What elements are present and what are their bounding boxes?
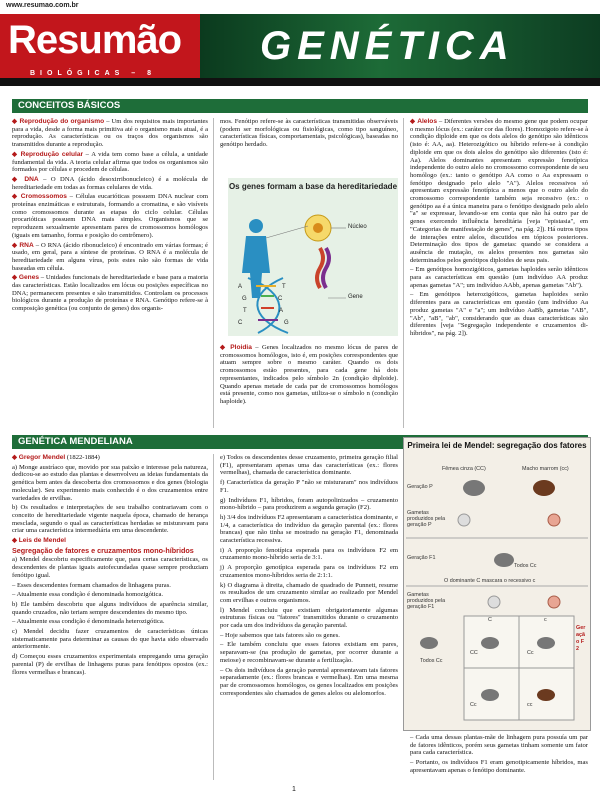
term: Alelos xyxy=(417,118,437,125)
dna-letter: T xyxy=(243,308,247,314)
label-gene: Gene xyxy=(348,294,363,300)
term: DNA xyxy=(24,175,39,183)
para: ◆ Reprodução do organismo – Um dos requisitos mais importantes para a vida, desde a forma mais primitiva até o organismo mais atual, é a reprodução. As características ou os traços dos organismos são transmitidos durante a reprodução. xyxy=(12,118,208,149)
text: – Células eucarióticas possuem DNA nuclear com proteínas enzimáticas e estruturais, formando a cromatina, e são visíveis como cromossomos durante as etapas do ciclo celular. Células procarióticas possuem DNA mais simples. Organismos que se reproduzem sexualmente apresentam pares de cromossomos homólogos (iguais em tamanho, forma e posição do centrômero). xyxy=(12,193,208,239)
basic-col2-bottom: ◆ Ploidia – Genes localizados no mesmo lócus de pares de cromossomos homólogos, isto é, em posições correspondentes que atuam sempre sobre o mesmo caráter. Quando os dois cromossomos estão presentes, para cada gene há dois representantes, indicados pelo símbolo 2n (condição diploide). Quando apenas metade de cada par de cromossomos homólogos está presente, como nos gametas, utiliza-se o símbolo n (condição haploide). xyxy=(220,344,398,405)
label-nucleus: Núcleo xyxy=(348,224,367,230)
para: ◆ Genes – Unidades funcionais de hereditariedade e base para a maioria das características. Estão localizados em lócus ou posições específicas no DNA; permanecem presentes e são transmitidos. Controlam os processos biológicos durante a produção de proteínas e RNA. Genótipo refere-se à composição genética (ou conjunto de genes) dos organis- xyxy=(12,274,208,313)
text: j) A proporção genotípica esperada para os indivíduos F2 em cruzamentos mono-híbridos seria de 2:1:1. xyxy=(220,564,398,579)
text: – Atualmente essa condição é denominada homozigótica. xyxy=(12,591,164,599)
text: g) Indivíduos F1, híbridos, foram autopolinizados – cruzamento mono-híbrido – para produzirem a segunda geração (F2). xyxy=(220,496,398,512)
dna-letter: G xyxy=(284,320,289,326)
term: Leis de Mendel xyxy=(18,537,67,545)
punnett-cell: Cc xyxy=(470,702,477,708)
column-divider xyxy=(403,118,404,428)
term: Reprodução celular xyxy=(20,150,84,158)
label-todos-cc-f2: Todos Cc xyxy=(420,658,443,664)
text: a) Mendel descobriu especificamente que, para certas características, os descendentes de plantas iguais autofecundadas quase sempre produziam fenótipo igual. xyxy=(12,556,208,579)
punnett-figure xyxy=(403,437,591,731)
text: – Unidades funcionais de hereditariedade e base para a maioria das características. Estão localizados em lócus ou posições específicas no DNA; permanecem presentes e são transmitidos. Controlam os processos biológicos durante a produção de proteínas e RNA. Genótipo refere-se à composição genética (ou conjunto de genes) dos organis- xyxy=(12,274,208,313)
text: d) Começou esses cruzamentos experimentais empregando uma geração parental (P) de ervilhas de linhagens puras para fenótipos opostos (ex.: flores vermelhas e brancas). xyxy=(12,653,208,676)
basic-col2-top xyxy=(220,118,398,151)
term: Cromossomos xyxy=(20,193,67,201)
punnett-cell: cc xyxy=(527,702,533,708)
text: l) Mendel concluiu que existiam obrigatoriamente algumas estruturas físicas ou "fatores" transmitidos durante o cruzamento por cada um dos indivíduos da geração parental. xyxy=(220,606,398,630)
term: Ploidia xyxy=(230,344,252,351)
text: b) Os resultados e interpretações de seu trabalho contrariavam com o conceito de hereditariedade vigente naquela época, chamado de herança mesclada, segundo o qual as características herdadas se misturavam para criar uma característica intermediária em uma descendente. xyxy=(12,504,208,535)
text: – O RNA (ácido ribonucleico) é encontrado em várias formas; é usado, em geral, para a síntese de proteínas. O RNA é a molécula de hereditariedade em alguns vírus, pois estes não são formas de vida baseadas em célula. xyxy=(12,241,208,272)
text: – Genes localizados no mesmo lócus de pares de cromossomos homólogos, isto é, em posições correspondentes que atuam sempre sobre o mesmo caráter. Quando os dois cromossomos estão presentes, para cada gene há dois representantes, indicados pelo símbolo 2n (condição diploide). Quando apenas metade de cada par de cromossomos homólogos está presente, como nos gametas, utiliza-se o símbolo n (condição haploide). xyxy=(220,344,398,405)
text: – Um dos requisitos mais importantes para a vida, desde a forma mais primitiva até o organismo mais atual, é a reprodução. As características ou os traços dos organismos são transmitidos durante a reprodução. xyxy=(12,118,208,149)
section-header-mendel: GENÉTICA MENDELIANA xyxy=(12,435,588,449)
text: – Ele também concluiu que esses fatores existiam em pares, separavam-se (na produção de gametas, por ocorrer durante a meiose) e recombinavam-se durante a fertilização. xyxy=(220,641,398,664)
text: – Os dois indivíduos da geração parental apresentavam tais fatores separadamente (ex.: flores brancas e vermelhas). Em uma mesma par de cromossomos homólogos, os genes localizados em posições correspondentes são chamados de genes alelos ou alelomorfos. xyxy=(220,666,398,697)
page-number: 1 xyxy=(292,786,296,793)
text: h) 3/4 dos indivíduos F2 apresentaram a característica dominante, e 1/4, a característica do indivíduo da geração parental (ex.: flores brancas) que não tinha se mostrado na geração F1, denominada característica recessiva. xyxy=(220,513,398,545)
text: a) Monge austríaco que, movido por sua paixão e interesse pela natureza, dedicou-se ao estudo das plantas e desenvolveu as ideias fundamentais da genética bem antes da descoberta dos cromossomos e dos genes (biologia molecular). Seu experimento mais conhecido é o dos cruzamentos entre variedades de ervilhas. xyxy=(12,463,208,502)
mendel-col3 xyxy=(410,734,588,777)
label-gametas-p: Gametas produzidos pela geração P xyxy=(407,510,446,528)
dna-letter: A xyxy=(238,284,243,290)
dna-letter: T xyxy=(282,284,286,290)
para: ◆ Cromossomos – Células eucarióticas possuem DNA nuclear com proteínas enzimáticas e estruturais, formando a cromatina, e são visíveis como cromossomos durante as etapas do ciclo celular. Células procarióticas possuem DNA mais simples. Organismos que se reproduzem sexualmente apresentam pares de cromossomos homólogos (iguais em tamanho, forma e posição do centrômero). xyxy=(12,193,208,239)
label-male: Macho marrom (cc) xyxy=(522,466,569,472)
text: – Em genótipos homozigóticos, gametas haploides serão idênticos para as características em questão (um indivíduo AA produz apenas gametas "A"; um indivíduo AAbb, apenas gametas "Ab"). xyxy=(410,266,588,289)
term: Genes xyxy=(18,274,40,282)
text: – Portanto, os indivíduos F1 eram genotipicamente híbridos, mas apresentavam apenas o fenótipo dominante. xyxy=(410,759,588,774)
site-url: www.resumao.com.br xyxy=(6,2,79,9)
text: f) Característica da geração P "não se misturaram" nos indivíduos F1. xyxy=(220,479,398,494)
mendel-col1: ◆ Gregor Mendel (1822-1884) a) Monge austríaco que, movido por sua paixão e interesse pela natureza, dedicou-se ao estudo das plantas e desenvolveu as ideias fundamentais da genética bem antes da descoberta dos cromossomos e dos genes (biologia molecular). Seu experimento mais conhecido é o dos cruzamentos entre variedades de ervilhas. b) Os resultados e interpretações de seu trabalho contrariavam com o conceito de hereditariedade vigente naquela época, chamado de herança mesclada, segundo o qual as características herdadas se misturavam para criar uma característica intermediária em uma descendente. ◆ Leis de Mendel Segregação de fatores e cruzamentos mono-híbridos a) Mendel descobriu especificamente que, para certas características, os descendentes de plantas iguais autofecundadas quase sempre produziam fenótipo igual. – Esses descendentes formam chamados de linhagens puras. – Atualmente essa condição é denominada homozigótica. b) Ele também descobriu que alguns indivíduos de aparência similar, quando cruzados, não teriam sempre descendentes do mesmo tipo. – Atualmente essa condição é denominada heterozigótica. c) Mendel decidiu fazer cruzamentos de características únicas sistematicamente para determinar as causas do que havia sido observado anteriormente. d) Começou esses cruzamentos experimentais empregando uma geração parental (P) de ervilhas de linhagens puras para fenótipos opostos (ex.: flores vermelhas e brancas). xyxy=(12,454,208,676)
text: (1822-1884) xyxy=(65,454,100,461)
brand-logo: Resumão xyxy=(8,18,182,62)
text: – Em genótipos heterozigóticos, gametas haploides serão diferentes para as características em questão (um indivíduo Aa produz gametas "A" e "a"; um indivíduo AaBb, gametas "AB", "Ab", "aB", "ab", considerando que as duas características são diferentes [veja "Segregação independente e cruzamentos di-híbridos", na pág. 2]). xyxy=(410,291,588,337)
text: – Esses descendentes formam chamados de linhagens puras. xyxy=(12,581,171,589)
header-strip xyxy=(0,78,600,86)
label-female: Fêmea cinza (CC) xyxy=(442,466,486,472)
punnett-figure-title: Primeira lei de Mendel: segregação dos fatores xyxy=(407,441,587,450)
page-title: GENÉTICA xyxy=(260,24,515,68)
term: Gregor Mendel xyxy=(18,454,66,461)
basic-col3: ◆ Alelos – Diferentes versões do mesmo gene que podem ocupar o mesmo lócus (ex.: caráter cor das flores). Homozigoto refere-se à condição diploide em que os dois alelos do genótipo são idênticos (isto é: AA, aa). Heterozigótico ou híbrido refere-se à condição diploide em que os dois alelos do genótipo são diferentes (isto é: Aa). Alelos dominantes apresentam expressão fenotípica independente do outro alelo no cromossomo correspondente de seu homólogo (ex.: tanto o genótipo AA como o Aa expressam o fenótipo designado pelo alelo "A"). Alelos recessivos só apresentam expressão fenotípica a menos que o outro alelo do cromossomo correspondente também seja recessivo (ex.: o genótipo aa é a única maneira para o fenótipo designado pelo alelo "a" se expressar, levando-se em conta que não há outro par de genes exercendo influência hereditária [veja "epistasia", em "Categorias de manifestação de genes", na pág. 2]). Há outros tipos de interações entre alelos, discutidos em tópicos posteriores. Determinação dos tipos de gametas: quando se considera a ausência de mutação, os alelos presentes nos gametas são determinados pelos genótipos diploides de seus pais. – Em genótipos homozigóticos, gametas haploides serão idênticos para as características em questão (um indivíduo AA produz apenas gametas "A"; um indivíduo AAbb, apenas gametas "Ab"). – Em genótipos heterozigóticos, gametas haploides serão diferentes para as características em questão (um indivíduo Aa produz gametas "A" e "a"; um indivíduo AaBb, gametas "AB", "Ab", "aB", "ab", considerando que as duas características são diferentes [veja "Segregação independente e cruzamentos di-híbridos", na pág. 2]). xyxy=(410,118,588,337)
label-allele: c xyxy=(544,617,547,623)
basic-col1 xyxy=(12,118,208,315)
dna-letter: G xyxy=(242,296,247,302)
text: b) Ele também descobriu que alguns indivíduos de aparência similar, quando cruzados, não teriam sempre descendentes do mesmo tipo. xyxy=(12,600,208,616)
text: – Cada uma dessas plantas-mãe de linhagem pura possuía um par de fatores idênticos, porém seus gametas tinham somente um fator para cada característica. xyxy=(410,734,588,757)
para: ◆ RNA – O RNA (ácido ribonucleico) é encontrado em várias formas; é usado, em geral, para a síntese de proteínas. O RNA é a molécula de hereditariedade em alguns vírus, pois estes não são formas de vida baseadas em célula. xyxy=(12,241,208,272)
text: mos. Fenótipo refere-se às características transmitidas observáveis (podem ser morfológicas ou fisiológicas, como tipo sanguíneo, características físicas, comportamentais, psicológicas), baseadas no genótipo herdado. xyxy=(220,118,398,149)
label-gametas-f1: Gametas produzidos pela geração F1 xyxy=(407,592,446,610)
term: Reprodução do organismo xyxy=(19,118,105,125)
para: ◆ Reprodução celular – A vida tem como base a célula, a unidade fundamental da vida. A teoria celular afirma que todos os organismos são formados por células e procedem de células. xyxy=(12,150,208,174)
text: k) O diagrama à direita, chamado de quadrado de Punnett, resume os resultados de um cruzamento similar ao realizado por Mendel com ervilhas e outros organismos. xyxy=(220,581,398,604)
punnett-illustration xyxy=(404,438,590,730)
brand-subtitle: BIOLÓGICAS – 8 xyxy=(30,70,157,77)
column-divider xyxy=(213,118,214,428)
text: – O DNA (ácido desoxirribonucleico) é a molécula de hereditariedade em todas as formas celulares de vida. xyxy=(12,175,208,191)
punnett-cell: CC xyxy=(470,650,478,656)
text: – Hoje sabemos que tais fatores são os genes. xyxy=(220,631,340,639)
punnett-cell: Cc xyxy=(527,650,534,656)
text: – Diferentes versões do mesmo gene que podem ocupar o mesmo lócus (ex.: caráter cor das flores). Homozigoto refere-se à condição diploide em que os dois alelos do genótipo são idênticos (isto é: AA, aa). Heterozigótico ou híbrido refere-se à condição diploide em que os dois alelos do genótipo são diferentes (isto é: Aa). Alelos dominantes apresentam expressão fenotípica independente do outro alelo no cromossomo correspondente de seu homólogo (ex.: tanto o genótipo AA como o Aa expressam o fenótipo designado pelo alelo "A"). Alelos recessivos só apresentam expressão fenotípica a menos que o outro alelo do cromossomo correspondente também seja recessivo (ex.: o genótipo aa é a única maneira para o fenótipo designado pelo alelo "a" se expressar, levando-se em conta que não há outro par de genes exercendo influência hereditária [veja "epistasia", em "Categorias de manifestação de genes", na pág. 2]). Há outros tipos de interações entre alelos, discutidos em tópicos posteriores. Determinação dos tipos de gametas: quando se considera a ausência de mutação, os alelos presentes nos gametas são determinados pelos genótipos diploides de seus pais. xyxy=(410,118,588,264)
subheading: Segregação de fatores e cruzamentos mono-híbridos xyxy=(12,545,194,555)
label-todos-cc: Todos Cc xyxy=(514,563,537,569)
heredity-figure-title: Os genes formam a base da hereditariedade xyxy=(228,182,398,191)
text: i) A proporção fenotípica esperada para os indivíduos F2 em cruzamento mono-híbrido seria de 3:1. xyxy=(220,546,398,562)
dna-letter: C xyxy=(278,296,283,302)
label-dominant-note: O dominante C mascara o recessivo c xyxy=(444,578,536,584)
column-divider xyxy=(213,454,214,780)
mendel-col2 xyxy=(220,454,398,699)
section-header-basic: CONCEITOS BÁSICOS xyxy=(12,99,588,113)
label-gen-f2: Geração F2 xyxy=(576,625,586,652)
label-allele: C xyxy=(488,617,492,623)
text: e) Todos os descendentes desse cruzamento, primeira geração filial (F1), apresentaram apenas uma das características (ex.: flores vermelhas), chamada de característica dominante. xyxy=(220,454,398,477)
term: RNA xyxy=(19,241,34,249)
text: – A vida tem como base a célula, a unidade fundamental da vida. A teoria celular afirma que todos os organismos são formados por células e procedem de células. xyxy=(12,150,208,174)
label-gen-f1: Geração F1 xyxy=(407,555,436,561)
para: ◆ DNA – O DNA (ácido desoxirribonucleico) é a molécula de hereditariedade em todas as formas celulares de vida. xyxy=(12,175,208,191)
dna-letter: A xyxy=(279,308,284,314)
text: c) Mendel decidiu fazer cruzamentos de características únicas sistematicamente para determinar as causas do que havia sido observado anteriormente. xyxy=(12,628,208,651)
text: – Atualmente essa condição é denominada heterozigótica. xyxy=(12,618,165,626)
label-gen-p: Geração P xyxy=(407,484,433,490)
dna-letter: C xyxy=(238,320,243,326)
heredity-illustration xyxy=(228,178,398,336)
heredity-figure xyxy=(228,178,398,336)
